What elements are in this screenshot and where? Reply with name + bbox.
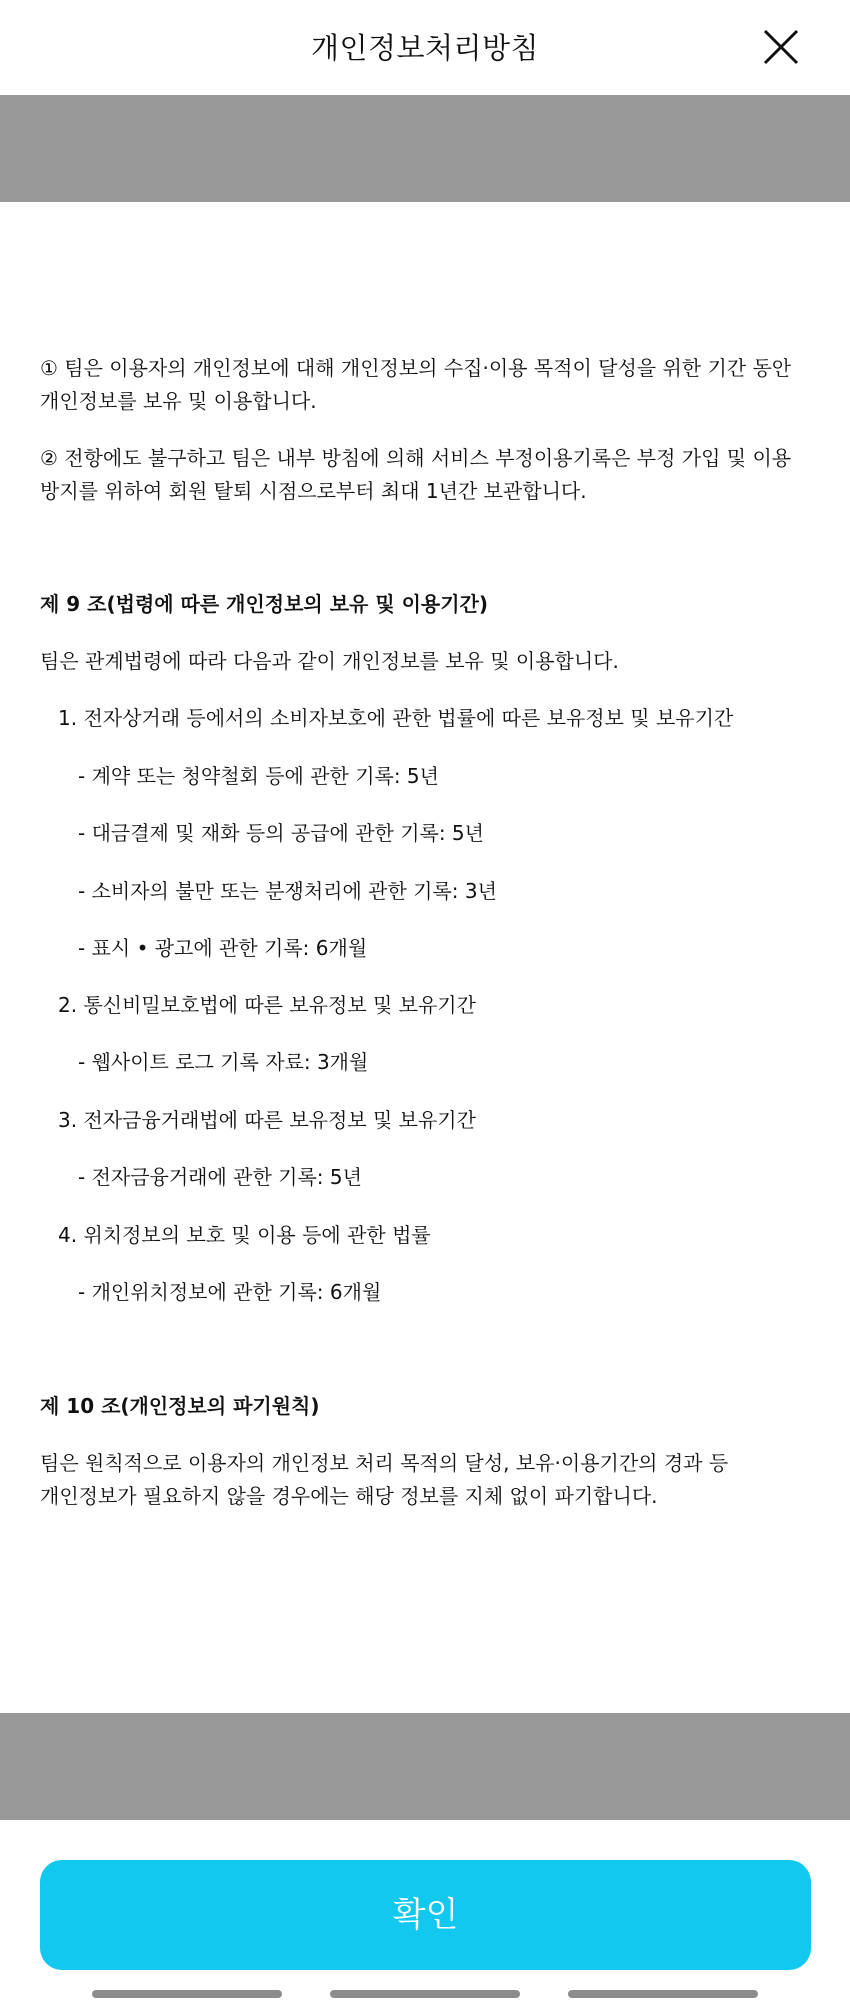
article-10-body: 팀은 원칙적으로 이용자의 개인정보 처리 목적의 달성, 보유·이용기간의 경과 등 개인정보가 필요하지 않을 경우에는 해당 정보를 지체 없이 파기합니다. xyxy=(40,1451,729,1508)
page-title: 개인정보처리방침 xyxy=(310,31,540,65)
article-9-intro: 팀은 관계법령에 따라 다음과 같이 개인정보를 보유 및 이용합니다. xyxy=(40,649,619,673)
confirm-button[interactable]: 확인 xyxy=(40,1860,811,1970)
article-9-title: 제 9 조(법령에 따른 개인정보의 보유 및 이용기간) xyxy=(40,592,489,616)
close-icon xyxy=(760,26,802,68)
nav-indicator-left xyxy=(92,1990,282,1998)
retention-paragraph-2: ② 전항에도 불구하고 팀은 내부 방침에 의해 서비스 부정이용기록은 부정 가입 및 이용 방지를 위하여 회원 탈퇴 시점으로부터 최대 1년간 보관합니다. xyxy=(40,446,792,503)
list-subitem: - 소비자의 불만 또는 분쟁처리에 관한 기록: 3년 xyxy=(78,879,497,903)
nav-indicator-center xyxy=(330,1990,520,1998)
list-item-2: 2. 통신비밀보호법에 따른 보유정보 및 보유기간 xyxy=(58,993,476,1017)
list-subitem: - 전자금융거래에 관한 기록: 5년 xyxy=(78,1165,362,1189)
header-bar xyxy=(0,0,850,95)
retention-paragraph-1: ① 팀은 이용자의 개인정보에 대해 개인정보의 수집·이용 목적이 달성을 위한 기간 동안 개인정보를 보유 및 이용합니다. xyxy=(40,356,792,413)
list-subitem: - 계약 또는 청약철회 등에 관한 기록: 5년 xyxy=(78,764,439,788)
nav-indicator-right xyxy=(568,1990,758,1998)
list-subitem: - 대금결제 및 재화 등의 공급에 관한 기록: 5년 xyxy=(78,821,484,845)
list-item-4: 4. 위치정보의 보호 및 이용 등에 관한 법률 xyxy=(58,1223,431,1247)
list-subitem: - 표시 • 광고에 관한 기록: 6개월 xyxy=(78,936,368,960)
article-10-title: 제 10 조(개인정보의 파기원칙) xyxy=(40,1394,320,1418)
top-gray-band xyxy=(0,95,850,202)
list-subitem: - 개인위치정보에 관한 기록: 6개월 xyxy=(78,1280,382,1304)
bottom-gray-band xyxy=(0,1713,850,1820)
list-subitem: - 웹사이트 로그 기록 자료: 3개월 xyxy=(78,1050,369,1074)
list-item-1: 1. 전자상거래 등에서의 소비자보호에 관한 법률에 따른 보유정보 및 보유기간 xyxy=(58,706,734,730)
list-item-3: 3. 전자금융거래법에 따른 보유정보 및 보유기간 xyxy=(58,1108,476,1132)
close-button[interactable] xyxy=(760,26,802,68)
